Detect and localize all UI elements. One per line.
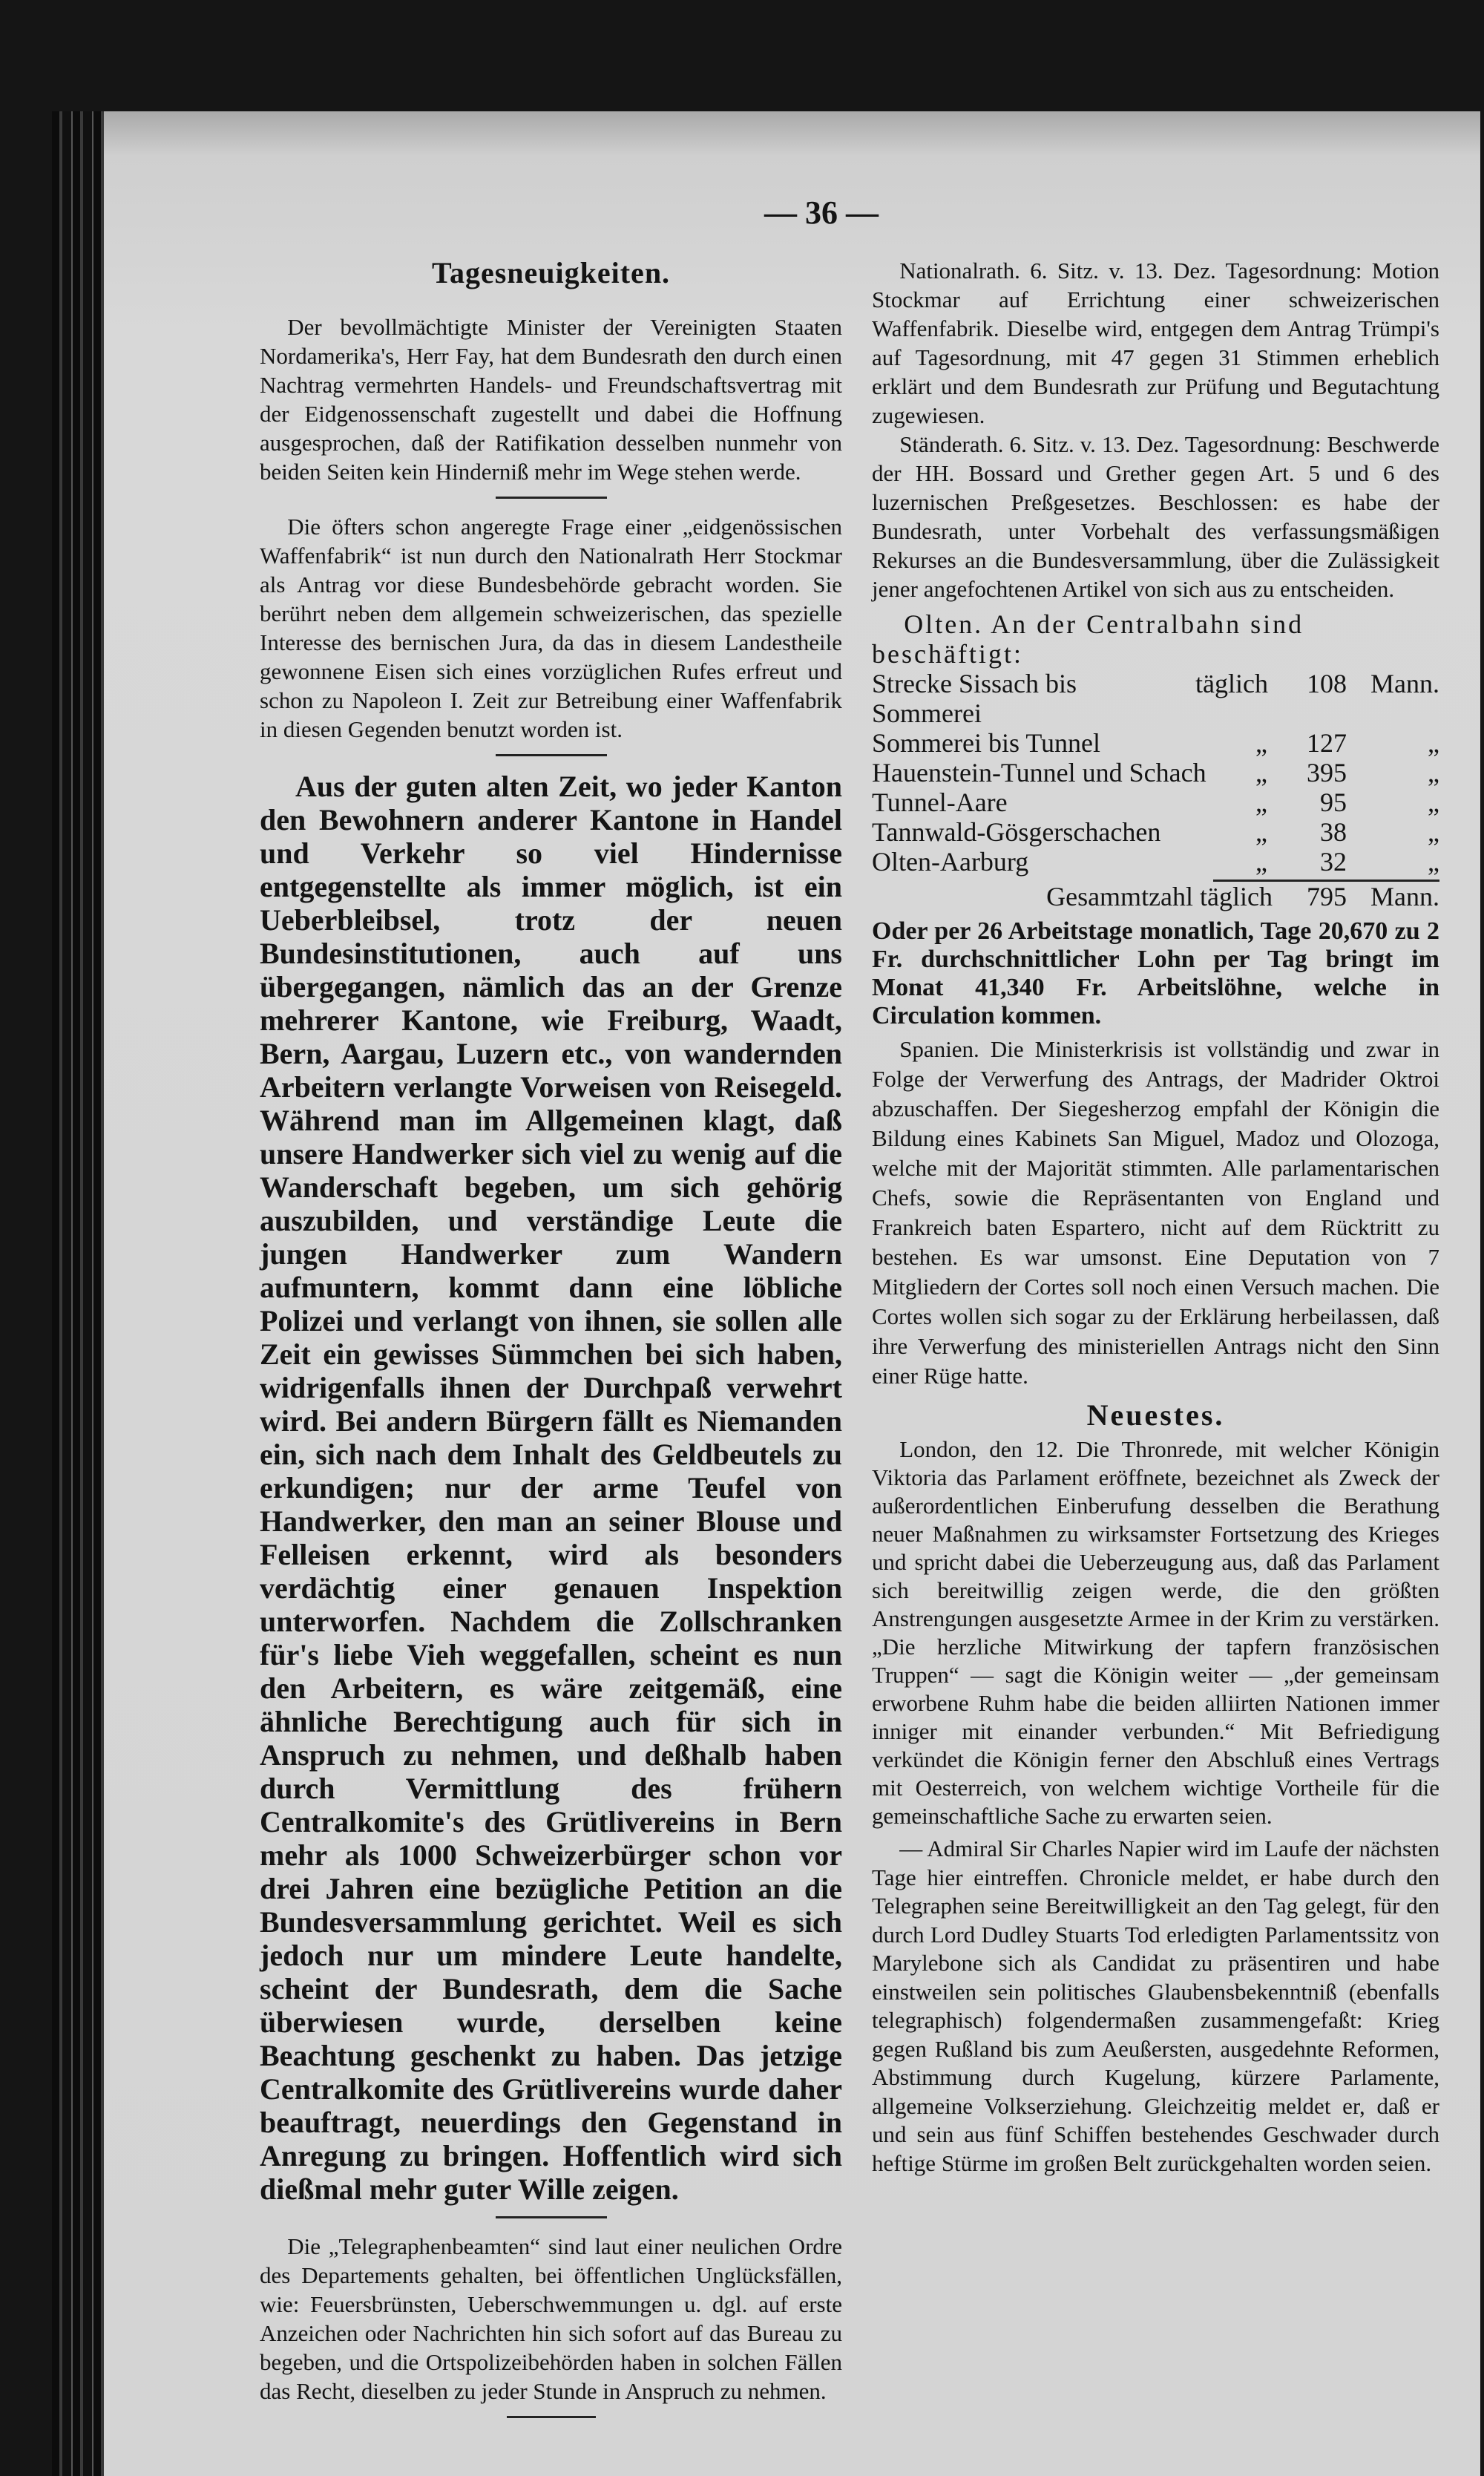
article-text: Aus der guten alten Zeit, wo jeder Kanton den Bewohnern anderer Kantone in Handel und Verkehr so viel Hindernisse entgegenstellte als immer möglich, ist ein Ueberbleibsel, trotz der neuen Bundesinstitutionen, auch auf uns übergegangen, nämlich das an der Grenze mehrerer Kantone, wie Freiburg, Waadt, Bern, Aargau, Luzern etc., von wandernden Arbeitern verlangte Vorweisen von Reisegeld. Während man im Allgemeinen klagt, daß unsere Handwerker sich viel zu wenig auf die Wanderschaft begeben, um sich gehörig auszubilden, und verständige Leute die jungen Handwerker zum Wandern aufmuntern, kommt dann eine löbliche Polizei und verlangt von ihnen, sie sollen alle Zeit ein gewisses Sümmchen bei sich haben, widrigenfalls ihnen der Durchpaß verwehrt wird. Bei andern Bürgern fällt es Niemanden ein, sich nach dem Inhalt des Geldbeutels zu erkundigen; nur der arme Teufel von Handwerker, den man an seiner Blouse und Felleisen erkennt, wird als besonders verdächtig einer genauen Inspektion unterworfen. Nachdem die Zollschranken für's liebe Vieh weggefallen, scheint es nun den Arbeitern, es wäre zeitgemäß, eine ähnliche Berechtigung auch für sich in Anspruch zu nehmen, und deßhalb haben durch Vermittlung des frühern Centralkomite's des Grütlivereins in Bern mehr als 1000 Schweizerbürger schon vor drei Jahren eine bezügliche Petition an die Bundesversammlung gerichtet. Weil es sich jedoch nur um mindere Leute handelte, scheint der Bundesrath, dem die Sache überwiesen wurde, derselben keine Beachtung geschenkt zu haben. Das jetzige Centralkomite des Grütlivereins wurde daher beauftragt, neuerdings den Gegenstand in Anregung zu bringen. Hoffentlich wird sich dießmal mehr guter Wille zeigen. — [260, 770, 842, 2206]
cell-count: 127 — [1307, 728, 1347, 758]
article-text: Spanien. Die Ministerkrisis ist vollständig und zwar in Folge der Verwerfung des Antrags, der Madrider Oktroi abzuschaffen. Der Siegesherzog empfahl der Königin die Bildung eines Kabinets San Miguel, Madoz und Olozoga, welche mit der Majorität stimmten. Alle parlamentarischen Chefs, sowie die Repräsentanten von England und Frankreich baten Espartero, nicht auf dem Rücktritt zu bestehen. Es war umsonst. Eine Deputation von 7 Mitgliedern der Cortes soll noch einen Versuch machen. Die Cortes wollen sich sogar zu der Erklärung herbeilassen, daß ihre Verwerfung des ministeriellen Antrags nicht den Sinn einer Rüge hatte. — [872, 1036, 1439, 1389]
cell-freq: „ — [1255, 787, 1267, 817]
cell-unit: „ — [1428, 758, 1439, 787]
article-text: Die öfters schon angeregte Frage einer „eidgenössischen Waffenfabrik“ ist nun durch den Nationalrath Herr Stockmar als Antrag vor diese Bundesbehörde gebracht worden. Sie berührt neben dem allgemein schweizerischen, das spezielle Interesse des bernischen Jura, da das in diesem Landestheile gewonnene Eisen sich eines vorzüglichen Rufes erfreut und schon zu Napoleon I. Zeit zur Betreibung einer Waffenfabrik in diesen Gegenden benutzt worden ist. — [260, 514, 842, 742]
right-column — [872, 256, 1439, 2431]
cell-route: Olten-Aarburg — [872, 847, 1029, 877]
article-text: Nationalrath. 6. Sitz. v. 13. Dez. Tagesordnung: Motion Stockmar auf Errichtung einer schweizerischen Waffenfabrik. Dieselbe wird, entgegen dem Antrag Trümpi's auf Tagesordnung, mit 47 gegen 31 Stimmen erheblich erklärt und dem Bundesrath zur Prüfung und Begutachtung zugewiesen. — [872, 258, 1439, 428]
divider — [496, 2216, 607, 2218]
cell-count: 395 — [1307, 758, 1347, 787]
table-rows — [872, 669, 1439, 877]
cell-freq: täglich — [1195, 669, 1268, 698]
table-row — [872, 669, 1439, 728]
article-text: — Admiral Sir Charles Napier wird im Laufe der nächsten Tage hier eintreffen. Chronicle meldet, er habe durch den Telegraphen seine Bereitwilligkeit an den Tag gelegt, für den durch Lord Dudley Stuarts Tod erledigten Parlamentssitz von Marylebone sich als Candidat zu präsentiren und habe einstweilen sein politisches Glaubensbekenntniß (ebenfalls telegraphisch) folgendermaßen zusammengefaßt: Krieg gegen Rußland bis zum Aeußersten, ausgedehnte Reformen, Abstimmung durch Kugelung, kürzere Parlamente, allgemeine Volkserziehung. Gleichzeitig meldet er, daß er und sein aus fünf Schiffen bestehendes Geschwader durch heftige Stürme im großen Belt zurückgehalten worden seien. — [872, 1835, 1439, 2176]
cell-count: 38 — [1320, 817, 1347, 847]
total-unit: Mann. — [1370, 882, 1439, 911]
article-staenderath — [872, 430, 1439, 603]
article-napier — [872, 1835, 1439, 2178]
cell-route: Sommerei bis Tunnel — [872, 728, 1101, 758]
page-number: — 36 — — [764, 194, 879, 231]
article-text: Ständerath. 6. Sitz. v. 13. Dez. Tagesordnung: Beschwerde der HH. Bossard und Grether gegen Art. 5 und 6 des luzernischen Preßgesetzes. Beschlossen: es habe der Bundesrath, unter Vorbehalt des verfassungsmäßigen Rekurses an die Bundesversammlung, über die Zulässigkeit jener angefochtenen Artikel von sich aus zu entscheiden. — [872, 431, 1439, 602]
cell-count: 108 — [1307, 669, 1347, 698]
cell-route: Strecke Sissach bis Sommerei — [872, 669, 1077, 728]
table-total-row — [872, 882, 1439, 911]
cell-unit: „ — [1428, 847, 1439, 877]
section-title: Tagesneuigkeiten. — [431, 256, 671, 289]
divider — [507, 2416, 596, 2418]
cell-freq: „ — [1255, 728, 1267, 758]
article-nationalrath — [872, 256, 1439, 430]
article-text: Oder per 26 Arbeitstage monatlich, Tage 20,670 zu 2 Fr. durchschnittlicher Lohn per Tag bringt im Monat 41,340 Fr. Arbeitslöhne, welche in Circulation kommen. — [872, 917, 1439, 1029]
cell-freq: „ — [1255, 847, 1267, 877]
olten-table — [872, 609, 1439, 911]
divider — [496, 497, 607, 499]
cell-count: 32 — [1320, 847, 1347, 877]
cell-route: Tunnel-Aare — [872, 787, 1008, 817]
cell-unit: „ — [1428, 728, 1439, 758]
table-row — [872, 847, 1439, 877]
article-minister — [260, 312, 842, 486]
cell-route: Tannwald-Gösgerschachen — [872, 817, 1161, 847]
cell-freq: „ — [1255, 817, 1267, 847]
article-olten-wages — [872, 917, 1439, 1030]
article-london — [872, 1435, 1439, 1830]
article-text: London, den 12. Die Thronrede, mit welcher Königin Viktoria das Parlament eröffnete, bezeichnet als Zweck der außerordentlichen Einberufung desselben die Berathung neuer Maßnahmen zu wirksamster Fortsetzung des Krieges und spricht dabei die Ueberzeugung aus, daß das Parlament sich bereitwillig zeigen werde, die den größten Anstrengungen ausgesetzte Armee in der Krim zu verstärken. „Die herzliche Mitwirkung der tapfern französischen Truppen“ — sagt die Königin weiter — „der gemeinsam erworbene Ruhm habe die beiden alliirten Nationen immer inniger mit einander verbunden.“ Mit Befriedigung verkündet die Königin ferner den Abschluß eines Vertrags mit Oesterreich, von welchem wichtige Vortheile für die gemeinschaftliche Sache zu erwarten seien. — [872, 1436, 1439, 1829]
article-waffenfabrik — [260, 512, 842, 744]
article-text: Die „Telegraphenbeamten“ sind laut einer neulichen Ordre des Departements gehalten, bei öffentlichen Unglücksfällen, wie: Feuersbrünsten, Ueberschwemmungen u. dgl. auf erste Anzeichen oder Nachrichten hin sich sofort auf das Bureau zu begeben, und die Ortspolizeibehörden haben in solchen Fällen das Recht, dieselben zu jeder Stunde in Anspruch zu nehmen. — [260, 2233, 842, 2404]
table-row — [872, 728, 1439, 758]
table-row — [872, 817, 1439, 847]
article-reisegeld — [260, 770, 842, 2206]
cell-unit: Mann. — [1370, 669, 1439, 698]
cell-freq: „ — [1255, 758, 1267, 787]
table-row — [872, 758, 1439, 787]
total-count: 795 — [1307, 882, 1347, 911]
article-telegraph — [260, 2232, 842, 2405]
cell-unit: „ — [1428, 787, 1439, 817]
total-label: Gesammtzahl täglich — [1046, 882, 1273, 911]
divider — [496, 754, 607, 756]
section-heading-neuestes: Neuestes. — [1086, 1398, 1225, 1432]
cell-route: Hauenstein-Tunnel und Schach — [872, 758, 1206, 787]
article-spanien — [872, 1035, 1439, 1391]
left-column — [260, 256, 842, 2431]
table-row — [872, 787, 1439, 817]
olten-intro: Olten. An der Centralbahn sind beschäftigt: — [872, 609, 1304, 669]
article-text: Der bevollmächtigte Minister der Vereinigten Staaten Nordamerika's, Herr Fay, hat dem Bundesrath den durch einen Nachtrag vermehrten Handels- und Freundschaftsvertrag mit der Eidgenossenschaft zugestellt und dabei die Hoffnung ausgesprochen, daß der Ratifikation desselben nunmehr von beiden Seiten kein Hinderniß mehr im Wege stehen werde. — [260, 314, 842, 485]
cell-unit: „ — [1428, 817, 1439, 847]
cell-count: 95 — [1320, 787, 1347, 817]
